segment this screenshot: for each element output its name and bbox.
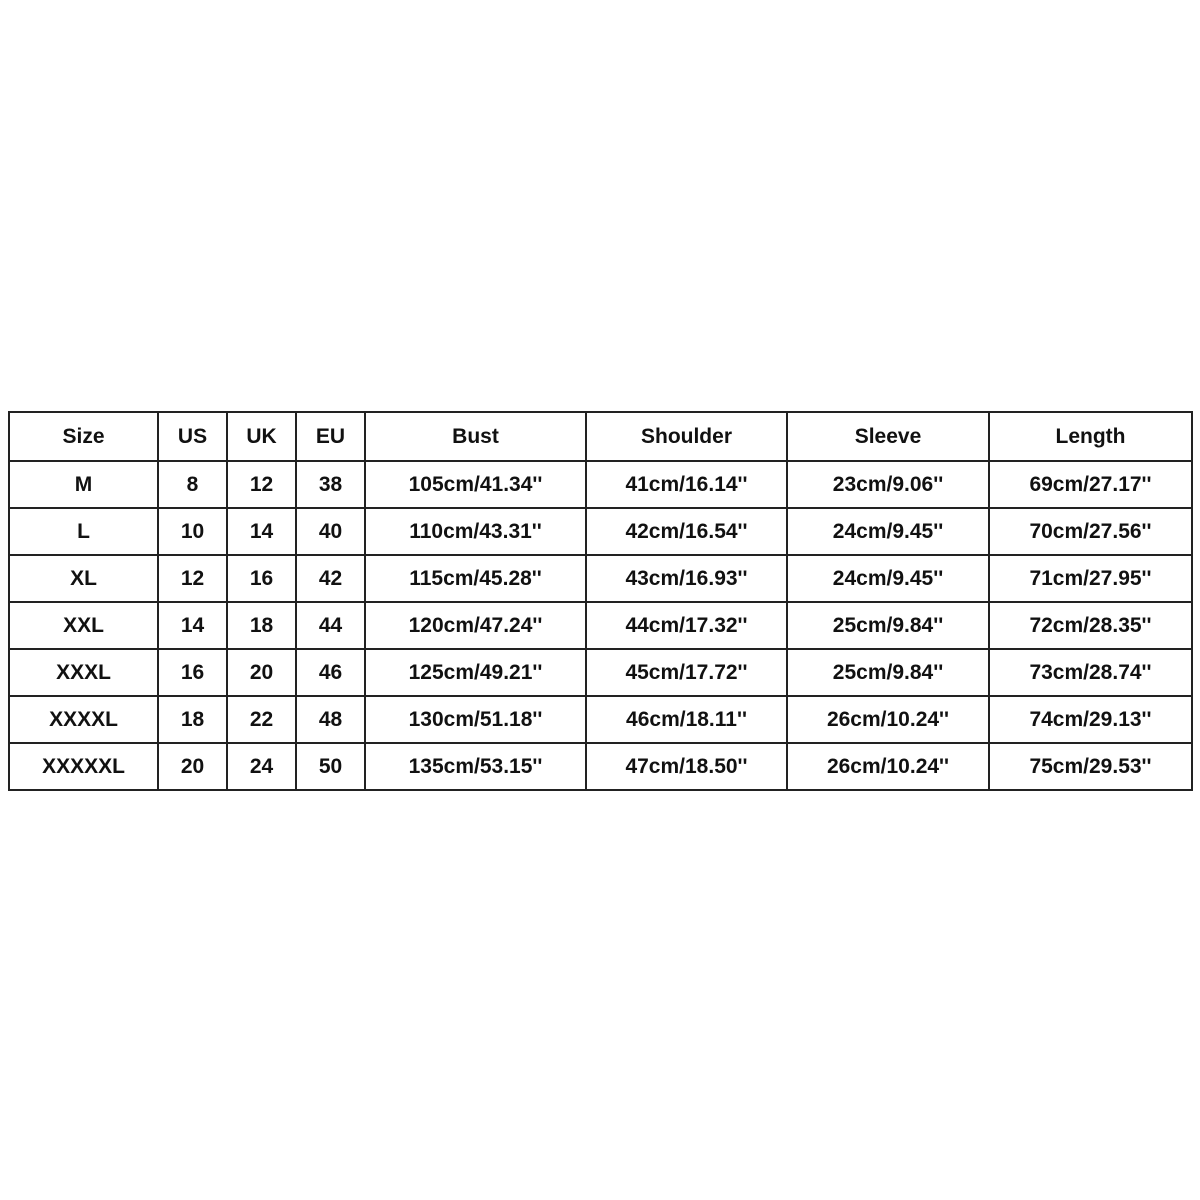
table-row bbox=[9, 555, 1192, 602]
shoulder-cell: 45cm/17.72'' bbox=[586, 649, 787, 696]
shoulder-cell: 42cm/16.54'' bbox=[586, 508, 787, 555]
us-cell: 18 bbox=[158, 696, 227, 743]
uk-cell: 18 bbox=[227, 602, 296, 649]
shoulder-cell: 47cm/18.50'' bbox=[586, 743, 787, 790]
size-cell: M bbox=[9, 461, 158, 508]
us-cell: 20 bbox=[158, 743, 227, 790]
column-header-bust: Bust bbox=[365, 412, 586, 461]
sleeve-cell: 26cm/10.24'' bbox=[787, 696, 989, 743]
shoulder-cell: 46cm/18.11'' bbox=[586, 696, 787, 743]
shoulder-cell: 41cm/16.14'' bbox=[586, 461, 787, 508]
eu-cell: 44 bbox=[296, 602, 365, 649]
bust-cell: 110cm/43.31'' bbox=[365, 508, 586, 555]
size-cell: XXXXXL bbox=[9, 743, 158, 790]
length-cell: 69cm/27.17'' bbox=[989, 461, 1192, 508]
column-header-size: Size bbox=[9, 412, 158, 461]
sleeve-cell: 23cm/9.06'' bbox=[787, 461, 989, 508]
bust-cell: 125cm/49.21'' bbox=[365, 649, 586, 696]
column-header-us: US bbox=[158, 412, 227, 461]
sleeve-cell: 24cm/9.45'' bbox=[787, 508, 989, 555]
length-cell: 75cm/29.53'' bbox=[989, 743, 1192, 790]
table-row bbox=[9, 461, 1192, 508]
size-cell: L bbox=[9, 508, 158, 555]
size-cell: XXXXL bbox=[9, 696, 158, 743]
table-row bbox=[9, 602, 1192, 649]
size-cell: XXXL bbox=[9, 649, 158, 696]
eu-cell: 46 bbox=[296, 649, 365, 696]
us-cell: 10 bbox=[158, 508, 227, 555]
uk-cell: 14 bbox=[227, 508, 296, 555]
uk-cell: 12 bbox=[227, 461, 296, 508]
eu-cell: 50 bbox=[296, 743, 365, 790]
size-chart-table bbox=[8, 411, 1193, 791]
column-header-shoulder: Shoulder bbox=[586, 412, 787, 461]
sleeve-cell: 25cm/9.84'' bbox=[787, 649, 989, 696]
bust-cell: 130cm/51.18'' bbox=[365, 696, 586, 743]
uk-cell: 22 bbox=[227, 696, 296, 743]
eu-cell: 38 bbox=[296, 461, 365, 508]
eu-cell: 42 bbox=[296, 555, 365, 602]
uk-cell: 24 bbox=[227, 743, 296, 790]
us-cell: 12 bbox=[158, 555, 227, 602]
bust-cell: 120cm/47.24'' bbox=[365, 602, 586, 649]
bust-cell: 115cm/45.28'' bbox=[365, 555, 586, 602]
shoulder-cell: 44cm/17.32'' bbox=[586, 602, 787, 649]
column-header-uk: UK bbox=[227, 412, 296, 461]
shoulder-cell: 43cm/16.93'' bbox=[586, 555, 787, 602]
size-cell: XXL bbox=[9, 602, 158, 649]
sleeve-cell: 24cm/9.45'' bbox=[787, 555, 989, 602]
column-header-sleeve: Sleeve bbox=[787, 412, 989, 461]
us-cell: 8 bbox=[158, 461, 227, 508]
uk-cell: 20 bbox=[227, 649, 296, 696]
us-cell: 16 bbox=[158, 649, 227, 696]
table-row bbox=[9, 508, 1192, 555]
sleeve-cell: 26cm/10.24'' bbox=[787, 743, 989, 790]
us-cell: 14 bbox=[158, 602, 227, 649]
table-row bbox=[9, 649, 1192, 696]
bust-cell: 135cm/53.15'' bbox=[365, 743, 586, 790]
column-header-eu: EU bbox=[296, 412, 365, 461]
length-cell: 74cm/29.13'' bbox=[989, 696, 1192, 743]
size-cell: XL bbox=[9, 555, 158, 602]
uk-cell: 16 bbox=[227, 555, 296, 602]
table-row bbox=[9, 743, 1192, 790]
table-row bbox=[9, 696, 1192, 743]
length-cell: 72cm/28.35'' bbox=[989, 602, 1192, 649]
sleeve-cell: 25cm/9.84'' bbox=[787, 602, 989, 649]
length-cell: 70cm/27.56'' bbox=[989, 508, 1192, 555]
table-header-row bbox=[9, 412, 1192, 461]
eu-cell: 48 bbox=[296, 696, 365, 743]
eu-cell: 40 bbox=[296, 508, 365, 555]
length-cell: 71cm/27.95'' bbox=[989, 555, 1192, 602]
column-header-length: Length bbox=[989, 412, 1192, 461]
bust-cell: 105cm/41.34'' bbox=[365, 461, 586, 508]
length-cell: 73cm/28.74'' bbox=[989, 649, 1192, 696]
